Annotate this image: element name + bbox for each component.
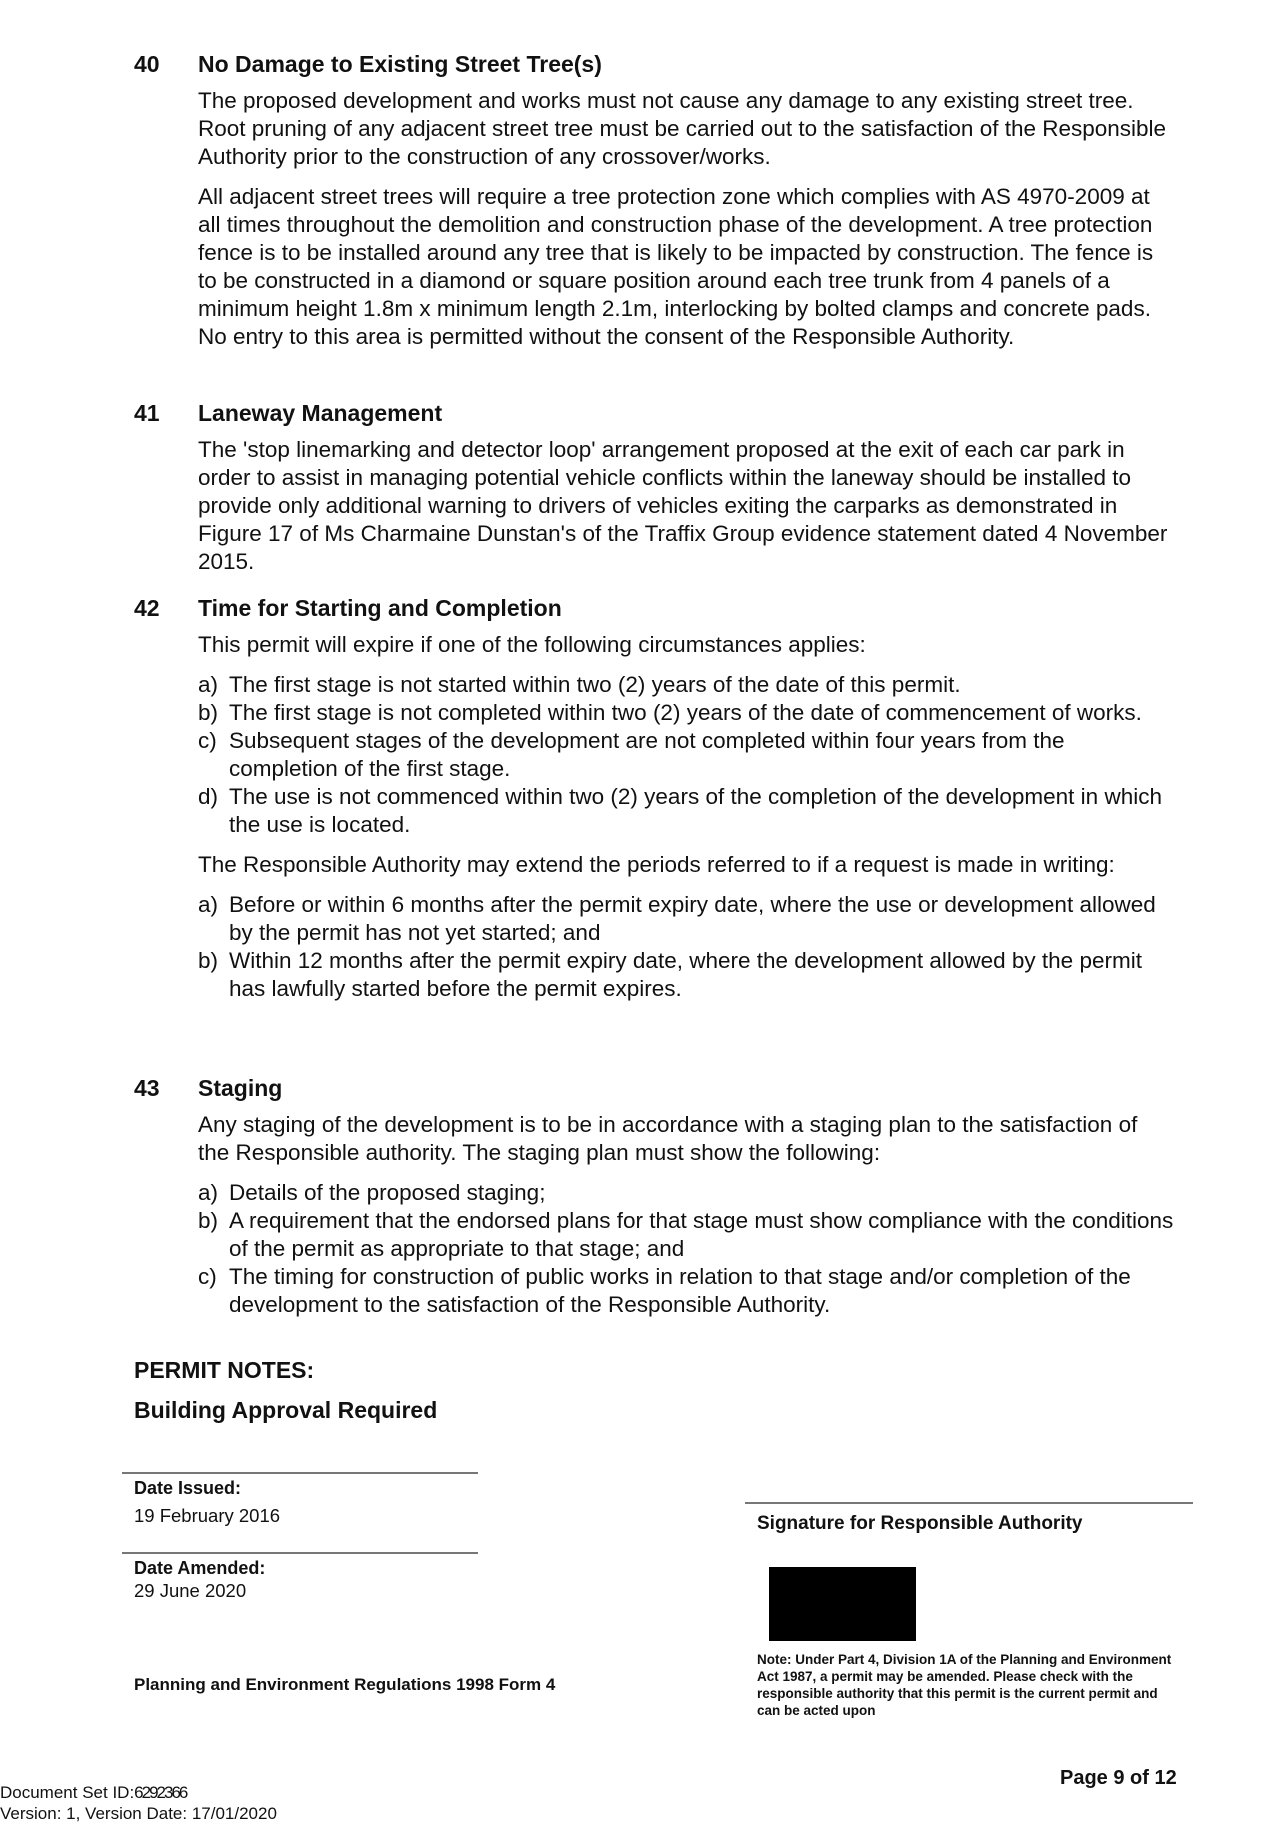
condition-number: 43: [134, 1075, 160, 1101]
list-item: [198, 727, 1174, 783]
list-item: [198, 1179, 1174, 1207]
list-marker: d): [198, 784, 219, 809]
condition-title: Laneway Management: [198, 400, 443, 426]
condition-title: No Damage to Existing Street Tree(s): [198, 51, 602, 77]
paragraph: This permit will expire if one of the following circumstances applies:: [198, 632, 866, 657]
condition-number: 40: [134, 51, 160, 77]
condition-43: [134, 1074, 1174, 1319]
document-set-id: [0, 1783, 186, 1803]
condition-title: Staging: [198, 1075, 283, 1101]
paragraph: All adjacent street trees will require a tree protection zone which complies with AS 4970-2009 at all times throughout the demolition and construction phase of the development. A tree protection fence is to be installed around any tree that is likely to be impacted by construction. The fence is to be constructed in a diamond or square position around each tree trunk from 4 panels of a minimum height 1.8m x minimum length 2.1m, interlocking by bolted clamps and concrete pads. No entry to this area is permitted without the consent of the Responsible Authority.: [198, 184, 1154, 349]
list-item: [198, 1263, 1174, 1319]
list-marker: a): [198, 672, 219, 697]
list-text: The timing for construction of public works in relation to that stage and/or completion of the development to the satisfaction of the Responsible Authority.: [229, 1264, 1131, 1317]
condition-heading: [134, 1074, 1174, 1102]
list-marker: b): [198, 948, 219, 973]
condition-40: [134, 50, 1174, 351]
list-item: [198, 891, 1174, 947]
condition-title: Time for Starting and Completion: [198, 595, 562, 621]
staging-list: [198, 1179, 1174, 1319]
list-text: Details of the proposed staging;: [229, 1180, 546, 1205]
date-issued-label: Date Issued:: [134, 1478, 242, 1498]
list-text: A requirement that the endorsed plans for that stage must show compliance with the conditions of the permit as appropriate to that stage; and: [229, 1208, 1174, 1261]
date-issued-value: 19 February 2016: [134, 1505, 281, 1526]
list-marker: a): [198, 1180, 219, 1205]
list-item: [198, 699, 1174, 727]
expiry-list: [198, 671, 1174, 839]
version-line: Version: 1, Version Date: 17/01/2020: [0, 1804, 277, 1823]
amendment-note: Note: Under Part 4, Division 1A of the Planning and Environment Act 1987, a permit may be amended. Please check with the responsible authority that this permit is the current permit and can be acted upon: [757, 1652, 1172, 1718]
condition-number: 42: [134, 595, 160, 621]
condition-heading: [134, 399, 1174, 427]
date-issued-rule: [122, 1472, 478, 1474]
list-marker: c): [198, 728, 217, 753]
condition-number: 41: [134, 400, 160, 426]
list-text: The first stage is not completed within two (2) years of the date of commencement of works.: [229, 700, 1142, 725]
redacted-signature: [769, 1567, 916, 1641]
date-amended-value: 29 June 2020: [134, 1580, 247, 1601]
paragraph: The Responsible Authority may extend the periods referred to if a request is made in writing:: [198, 852, 1115, 877]
paragraph: Any staging of the development is to be in accordance with a staging plan to the satisfaction of the Responsible authority. The staging plan must show the following:: [198, 1112, 1138, 1165]
list-text: Subsequent stages of the development are not completed within four years from the completion of the first stage.: [229, 728, 1065, 781]
list-marker: b): [198, 700, 219, 725]
list-item: [198, 783, 1174, 839]
condition-body: [198, 87, 1174, 351]
list-marker: c): [198, 1264, 217, 1289]
condition-body: [198, 631, 1174, 1003]
signature-rule: [745, 1502, 1193, 1504]
signature-label: Signature for Responsible Authority: [757, 1513, 1083, 1534]
paragraph: The 'stop linemarking and detector loop' arrangement proposed at the exit of each car park in order to assist in managing potential vehicle conflicts within the laneway should be installed to provide only additional warning to drivers of vehicles exiting the carparks as demonstrated in Figure 17 of Ms Charmaine Dunstan's of the Traffix Group evidence statement dated 4 November 2015.: [198, 437, 1168, 574]
permit-note-item: Building Approval Required: [134, 1397, 438, 1423]
list-marker: a): [198, 892, 219, 917]
condition-42: [134, 594, 1174, 1003]
condition-41: [134, 399, 1174, 576]
condition-heading: [134, 594, 1174, 622]
list-text: Within 12 months after the permit expiry date, where the development allowed by the permit has lawfully started before the permit expires.: [229, 948, 1142, 1001]
list-item: [198, 947, 1174, 1003]
date-amended-label: Date Amended:: [134, 1558, 266, 1578]
list-item: [198, 1207, 1174, 1263]
condition-heading: [134, 50, 1174, 78]
date-amended-rule: [122, 1552, 478, 1554]
condition-body: [198, 436, 1174, 576]
list-text: Before or within 6 months after the permit expiry date, where the use or development allowed by the permit has not yet started; and: [229, 892, 1156, 945]
form-reference: Planning and Environment Regulations 1998 Form 4: [134, 1675, 556, 1694]
list-marker: b): [198, 1208, 219, 1233]
list-text: The first stage is not started within two (2) years of the date of this permit.: [229, 672, 961, 697]
paragraph: The proposed development and works must not cause any damage to any existing street tree. Root pruning of any adjacent street tree must be carried out to the satisfaction of the Responsible Authority prior to the construction of any crossover/works.: [198, 88, 1167, 169]
list-text: The use is not commenced within two (2) years of the completion of the development in which the use is located.: [229, 784, 1162, 837]
permit-notes-heading: PERMIT NOTES:: [134, 1357, 315, 1383]
document-set-label: Document Set ID:: [0, 1783, 135, 1802]
document-set-number: 6292366: [134, 1783, 187, 1802]
list-item: [198, 671, 1174, 699]
extension-list: [198, 891, 1174, 1003]
condition-body: [198, 1111, 1174, 1319]
page-number: Page 9 of 12: [1060, 1767, 1177, 1789]
